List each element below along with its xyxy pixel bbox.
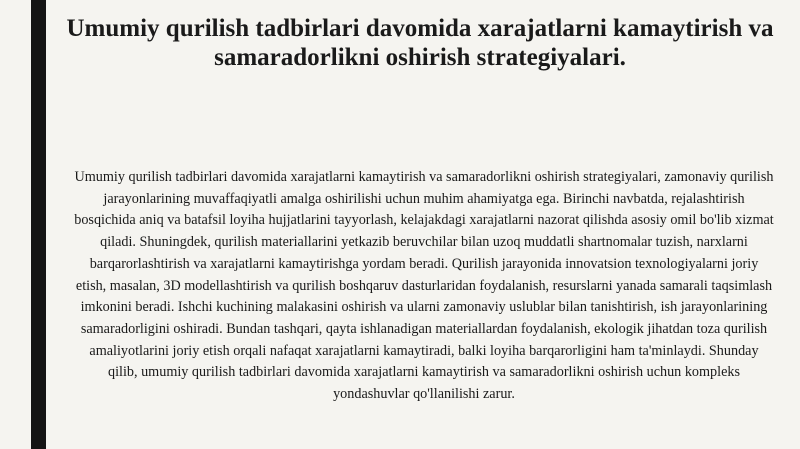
- slide-title: Umumiy qurilish tadbirlari davomida xarajatlarni kamaytirish va samaradorlikni oshirish strategiyalari.: [66, 15, 774, 71]
- slide-body-text: Umumiy qurilish tadbirlari davomida xarajatlarni kamaytirish va samaradorlikni oshirish strategiyalari, zamonaviy qurilish jarayonlarining muvaffaqiyatli amalga oshirilishi uchun muhim ahamiyatga ega. Birinchi navbatda, rejalashtirish bosqichida aniq va batafsil loyiha hujjatlarini tayyorlash, kelajakdagi xarajatlarni nazorat qilishda asosiy omil bo'lib xizmat qiladi. Shuningdek, qurilish materiallarini yetkazib beruvchilar bilan uzoq muddatli shartnomalar tuzish, narxlarni barqarorlashtirish va xarajatlarni kamaytirishga yordam beradi. Qurilish jarayonida innovatsion texnologiyalarni joriy etish, masalan, 3D modellashtirish va qurilish boshqaruv dasturlaridan foydalanish, resurslarni yanada samarali taqsimlash imkonini beradi. Ishchi kuchining malakasini oshirish va ularni zamonaviy uslublar bilan tanishtirish, ish jarayonlarining samaradorligini oshiradi. Bundan tashqari, qayta ishlanadigan materiallardan foydalanish, ekologik jihatdan toza qurilish amaliyotlarini joriy etish orqali nafaqat xarajatlarni kamaytiradi, balki loyiha barqarorligini ham ta'minlaydi. Shunday qilib, umumiy qurilish tadbirlari davomida xarajatlarni kamaytirish va samaradorlikni oshirish uchun kompleks yondashuvlar qo'llanilishi zarur.: [74, 169, 774, 403]
- left-accent-bar: [31, 0, 46, 449]
